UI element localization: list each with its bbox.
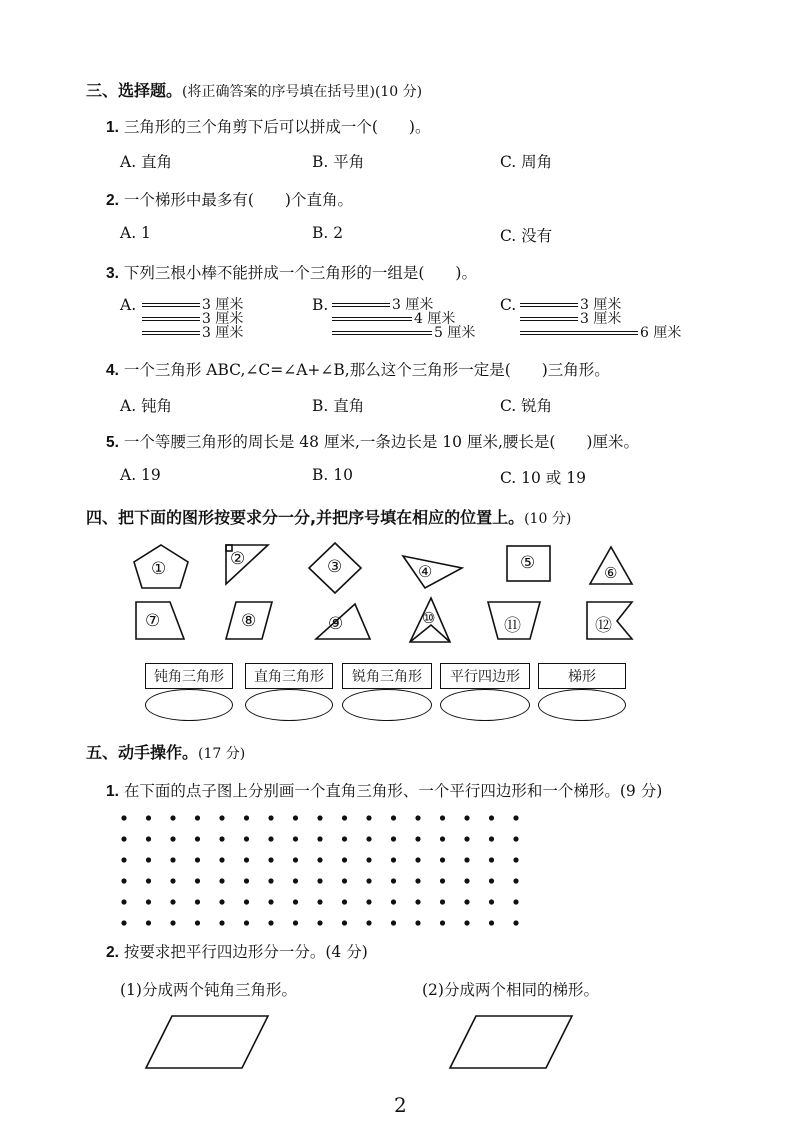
page-number: 2 [394, 1093, 407, 1117]
option-b[interactable]: B. 直角 [312, 397, 365, 415]
stick-label: 3 厘米 [202, 297, 244, 313]
shape-label: ② [230, 549, 246, 569]
shape-label: ⑥ [604, 564, 618, 582]
question-text: 按要求把平行四边形分一分。(4 分) [123, 943, 368, 961]
option-a[interactable]: A. [120, 296, 137, 314]
option-b[interactable]: B. 平角 [312, 153, 365, 171]
option-c[interactable]: C. 没有 [500, 227, 553, 245]
question-number: 2. [106, 944, 119, 961]
stick-label: 3 厘米 [580, 297, 622, 313]
option-a[interactable]: A. 19 [120, 466, 161, 484]
question-text: 一个等腰三角形的周长是 48 厘米,一条边长是 10 厘米,腰长是( )厘米。 [123, 433, 639, 451]
question-number: 4. [106, 362, 119, 379]
section3-title: 三、选择题。 [86, 81, 183, 100]
question-text: 一个梯形中最多有( )个直角。 [123, 191, 353, 209]
category-trapezoid: 梯形 [538, 663, 626, 689]
shape-label: ⑤ [520, 553, 536, 573]
question-text: 三角形的三个角剪下后可以拼成一个( )。 [123, 118, 431, 136]
stick-label: 3 厘米 [202, 325, 244, 341]
option-c[interactable]: C. 10 或 19 [500, 469, 586, 487]
question-number: 1. [106, 119, 119, 136]
section3-note: (将正确答案的序号填在括号里)(10 分) [182, 84, 423, 100]
shape-label: ⑦ [145, 611, 161, 631]
shape-label: ⑩ [422, 609, 436, 627]
stick-label: 3 厘米 [202, 311, 244, 327]
sub-question-2: (2)分成两个相同的梯形。 [422, 981, 599, 999]
option-a[interactable]: A. 钝角 [120, 397, 173, 415]
category-right-triangle: 直角三角形 [245, 663, 333, 689]
question-text: 一个三角形 ABC,∠C=∠A+∠B,那么这个三角形一定是( )三角形。 [123, 361, 610, 379]
option-a[interactable]: A. 直角 [120, 153, 173, 171]
stick-label: 5 厘米 [434, 325, 476, 341]
category-parallelogram: 平行四边形 [440, 663, 530, 689]
stick-label: 4 厘米 [414, 311, 456, 327]
option-b[interactable]: B. 10 [312, 466, 353, 484]
shape-label: ⑧ [241, 611, 257, 631]
option-c[interactable]: C. 锐角 [500, 397, 553, 415]
parallelogram-1[interactable] [146, 1016, 268, 1068]
stick-label: 3 厘米 [392, 297, 434, 313]
question-number: 1. [106, 783, 119, 800]
shape-label: ③ [327, 557, 343, 577]
shape-label: ④ [418, 562, 433, 581]
section5-note: (17 分) [198, 746, 246, 762]
question-text: 下列三根小棒不能拼成一个三角形的一组是( )。 [123, 264, 477, 282]
section4-note: (10 分) [524, 511, 572, 527]
shape-label: ⑫ [595, 616, 612, 636]
category-acute-triangle: 锐角三角形 [342, 663, 432, 689]
category-obtuse-triangle: 钝角三角形 [145, 663, 233, 689]
section5-title: 五、动手操作。 [86, 743, 199, 762]
parallelogram-2[interactable] [450, 1016, 572, 1068]
option-b[interactable]: B. [312, 296, 329, 314]
option-a[interactable]: A. 1 [120, 224, 151, 242]
sub-question-1: (1)分成两个钝角三角形。 [120, 981, 297, 999]
shape-label: ① [151, 559, 167, 579]
question-number: 2. [106, 192, 119, 209]
question-text: 在下面的点子图上分别画一个直角三角形、一个平行四边形和一个梯形。(9 分) [123, 782, 663, 800]
option-c[interactable]: C. [500, 296, 517, 314]
section4-title: 四、把下面的图形按要求分一分,并把序号填在相应的位置上。 [86, 508, 525, 527]
stick-label: 6 厘米 [640, 325, 682, 341]
stick-label: 3 厘米 [580, 311, 622, 327]
question-number: 5. [106, 434, 119, 451]
shape-label: ⑪ [504, 616, 521, 636]
question-number: 3. [106, 265, 119, 282]
option-c[interactable]: C. 周角 [500, 153, 553, 171]
shape-label: ⑨ [328, 614, 344, 634]
option-b[interactable]: B. 2 [312, 224, 344, 242]
